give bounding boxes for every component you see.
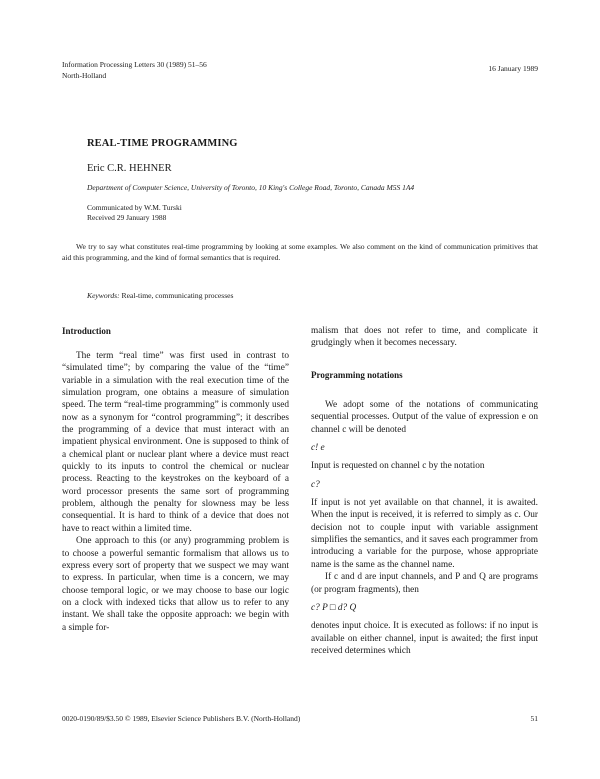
keywords-label: Keywords: <box>87 291 120 300</box>
communicated-by: Communicated by W.M. Turski <box>87 203 182 212</box>
display-input-choice: c? P □ d? Q <box>311 602 357 613</box>
copyright-line: 0020-0190/89/$3.50 © 1989, Elsevier Science Publishers B.V. (North-Holland) <box>62 714 301 723</box>
intro-paragraph-1: The term “real time” was first used in contrast to “simulated time”; by comparing the value of the “time” variable in a simulation with the real execution time of the simulation program, one obtains a measure of simulation speed. The term “real-time programming” is commonly used now as a synonym for “control programming”; it describes the programming of a device that must interact with an impatient physical environment. One is supposed to think of a chemical plant or nuclear plant where a device must react quickly to its inputs to control the chemical or nuclear process. Reacting to the keystrokes on the keyboard of a word processor presents the same sort of programming problem, although the penalty for slowness may be less consequential. It is hard to think of a device that does not have to react within a limited time. <box>62 351 289 534</box>
publisher: North-Holland <box>62 71 107 80</box>
notation-paragraph-4: If c and d are input channels, and P and Q are programs (or program fragments), then <box>311 572 538 595</box>
intro-paragraph-2: One approach to this (or any) programming problem is to choose a powerful semantic formalism that allows us to express every sort of property that we suspect we may want to express. In particular, when time is a concern, we may choose temporal logic, or we may choose to base our logic on a clock with indexed ticks that allow us to refer to any instant. We shall take the opposite approach: we begin with a simple for- <box>62 536 289 633</box>
left-column-text <box>62 350 289 634</box>
display-input-notation: c? <box>311 479 320 490</box>
right-column-text <box>311 325 538 657</box>
author-name: Eric C.R. HEHNER <box>87 163 172 174</box>
section-heading-introduction: Introduction <box>62 326 111 336</box>
continuation-paragraph: malism that does not refer to time, and complicate it grudgingly when it becomes necessary. <box>311 326 538 349</box>
notation-paragraph-1: We adopt some of the notations of communicating sequential processes. Output of the value of expression e on channel c will be denoted <box>311 400 538 435</box>
keywords <box>87 291 234 300</box>
received-date: Received 29 January 1988 <box>87 213 167 222</box>
section-heading-programming-notations: Programming notations <box>311 369 403 380</box>
notation-paragraph-3: If input is not yet available on that channel, it is awaited. When the input is received, it is referred to simply as c. Our decision not to couple input with variable assignment simplifies the semantics, and it saves each programmer from introducing a variable for the purpose, whose appropriate name is the same as the channel name. <box>311 498 538 570</box>
page-number: 51 <box>530 714 538 723</box>
notation-paragraph-2: Input is requested on channel c by the notation <box>311 461 485 472</box>
affiliation: Department of Computer Science, University of Toronto, 10 King's College Road, Toronto, Canada M5S 1A4 <box>87 183 415 192</box>
abstract: We try to say what constitutes real-time programming by looking at some examples. We also comment on the kind of communication primitives that aid this programming, and the kind of formal semantics that is required. <box>62 242 538 262</box>
issue-date: 16 January 1989 <box>488 64 538 73</box>
journal-citation: Information Processing Letters 30 (1989) 51–56 <box>62 60 207 69</box>
notation-paragraph-5: denotes input choice. It is executed as follows: if no input is available on either channel, input is awaited; the first input received determines which <box>311 621 538 656</box>
paper-title: REAL-TIME PROGRAMMING <box>87 138 238 149</box>
display-output-notation: c! e <box>311 443 325 454</box>
keywords-text: Real-time, communicating processes <box>121 291 234 300</box>
